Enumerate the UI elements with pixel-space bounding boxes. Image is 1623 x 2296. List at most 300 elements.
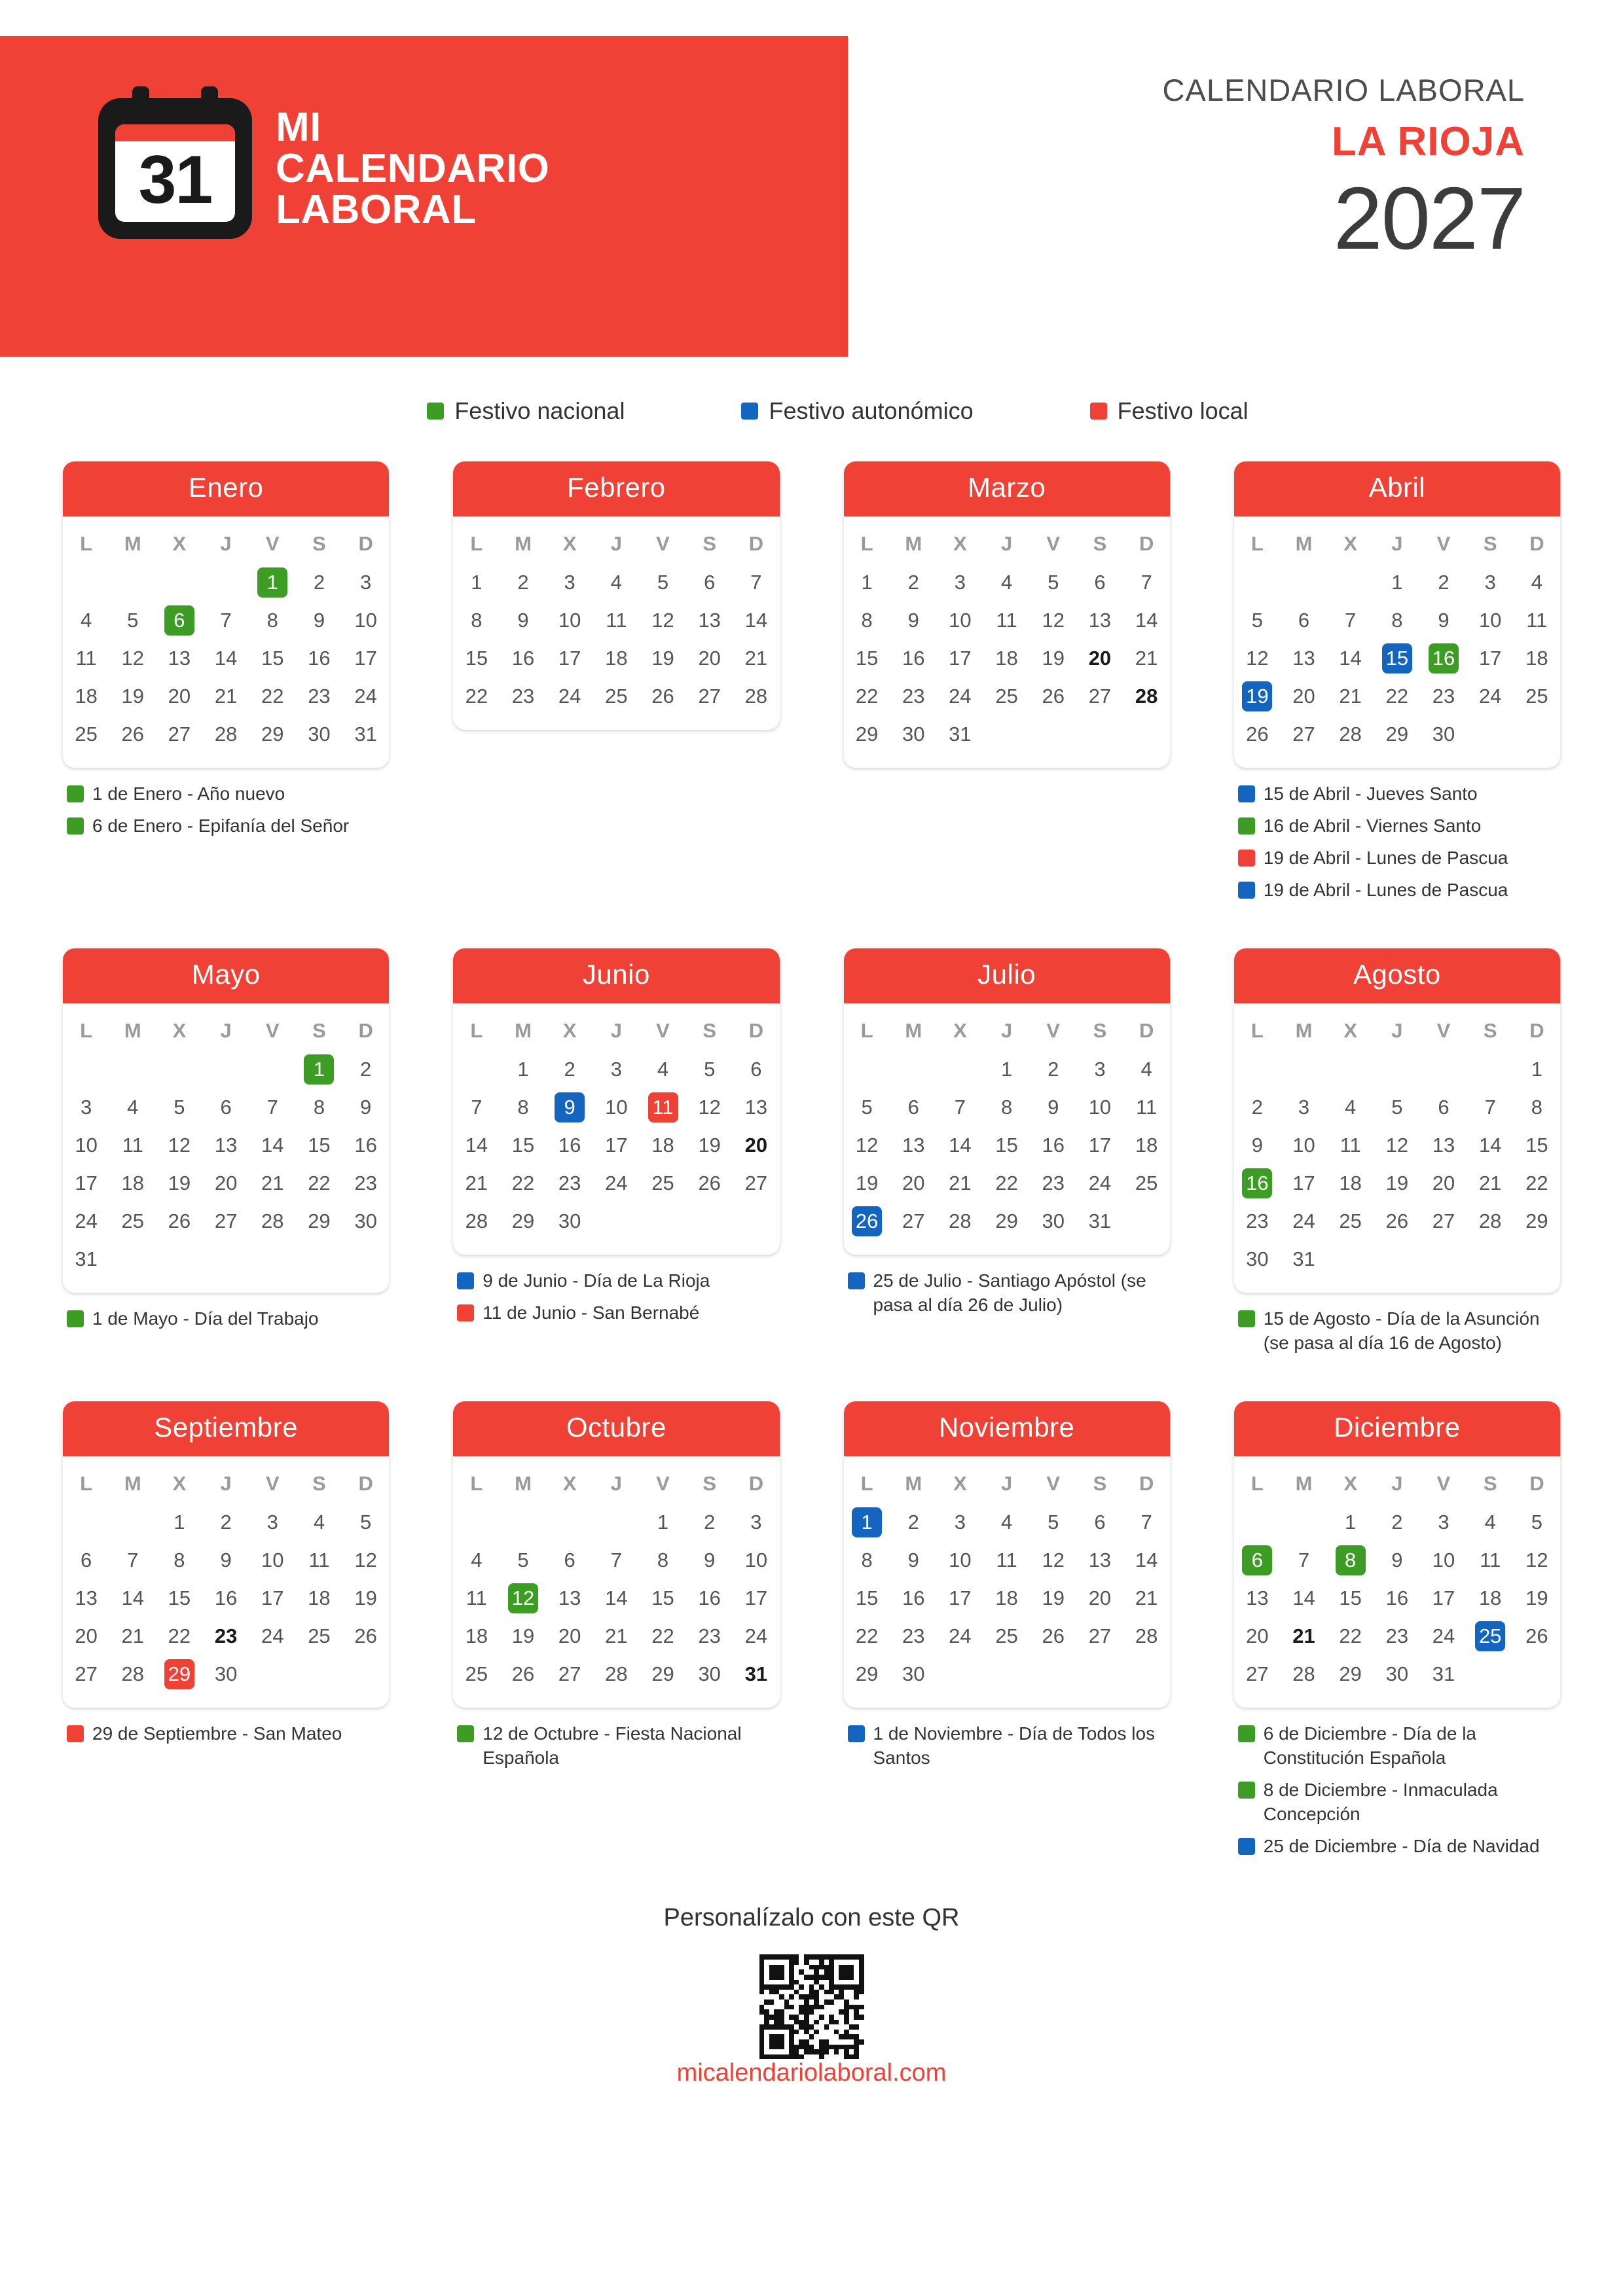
day-number: 6 xyxy=(907,1095,919,1119)
qr-module xyxy=(809,1980,814,1985)
qr-module xyxy=(769,2005,775,2010)
day-number: 1 xyxy=(1531,1057,1543,1081)
weekday-header: M xyxy=(515,1018,532,1042)
month-title: Febrero xyxy=(453,461,779,516)
day-number: 23 xyxy=(558,1171,581,1194)
month-notes xyxy=(844,1269,1170,1318)
month-diciembre xyxy=(1234,1401,1560,1867)
day-number: 29 xyxy=(261,723,284,745)
qr-module xyxy=(789,2030,794,2035)
day-number: 23 xyxy=(354,1171,377,1194)
day-cell xyxy=(1467,677,1514,715)
day-cell xyxy=(1030,677,1076,715)
week-row xyxy=(453,639,779,677)
day-number: 26 xyxy=(1525,1624,1548,1647)
day-cell xyxy=(203,1579,249,1617)
month-card xyxy=(453,461,779,730)
qr-module xyxy=(774,2045,779,2050)
day-cell xyxy=(1467,1541,1514,1579)
day-number: 21 xyxy=(605,1624,628,1647)
day-number: 9 xyxy=(220,1548,232,1571)
day-cell xyxy=(844,1126,890,1164)
day-number: 13 xyxy=(1292,647,1315,670)
legend-item-aut xyxy=(741,397,973,425)
day-number: 13 xyxy=(1246,1586,1269,1609)
day-cell xyxy=(937,1579,983,1617)
week-row xyxy=(63,677,389,715)
qr-module xyxy=(764,2015,769,2020)
qr-module xyxy=(764,1960,769,1965)
qr-module xyxy=(769,2049,775,2054)
day-cell xyxy=(342,1126,389,1164)
qr-module xyxy=(779,2039,784,2045)
day-number: 9 xyxy=(704,1548,716,1571)
weekday-header: D xyxy=(748,1018,764,1042)
empty-day-cell xyxy=(63,1503,109,1541)
week-row xyxy=(1234,1240,1560,1278)
day-cell xyxy=(1420,1088,1467,1126)
qr-module xyxy=(829,2054,834,2060)
empty-day-cell xyxy=(593,1202,640,1240)
qr-module xyxy=(809,2020,814,2025)
day-number: 10 xyxy=(744,1548,768,1571)
day-cell xyxy=(983,564,1030,601)
day-cell xyxy=(1030,1050,1076,1088)
day-cell xyxy=(1420,1202,1467,1240)
day-cell xyxy=(844,677,890,715)
day-number: 11 xyxy=(1136,1095,1158,1119)
day-cell xyxy=(63,1579,109,1617)
day-cell xyxy=(937,564,983,601)
day-number: 2 xyxy=(704,1510,716,1534)
qr-module xyxy=(839,2024,844,2030)
qr-module xyxy=(829,2000,834,2005)
day-cell xyxy=(686,1050,733,1088)
month-title: Octubre xyxy=(453,1401,779,1456)
day-cell xyxy=(1327,1541,1374,1579)
month-card xyxy=(453,948,779,1255)
legend-label: Festivo autonómico xyxy=(769,397,974,424)
brand-line-1: MI xyxy=(276,104,321,150)
day-number: 5 xyxy=(1048,1510,1059,1534)
weekday-header: M xyxy=(515,1471,532,1495)
qr-module xyxy=(769,1965,775,1970)
note-swatch-icon xyxy=(848,1725,865,1742)
week-row xyxy=(844,1541,1170,1579)
day-number: 29 xyxy=(1525,1209,1548,1232)
qr-module xyxy=(829,2015,834,2020)
day-number: 26 xyxy=(1042,1624,1065,1647)
day-cell xyxy=(203,715,249,753)
empty-day-cell xyxy=(296,1655,342,1693)
day-number: 26 xyxy=(1385,1209,1409,1232)
day-number: 5 xyxy=(1391,1095,1403,1119)
qr-module xyxy=(784,2015,790,2020)
qr-module xyxy=(799,2024,804,2030)
day-number: 3 xyxy=(1298,1095,1310,1119)
week-row xyxy=(844,1050,1170,1088)
qr-module xyxy=(844,2005,849,2010)
day-cell xyxy=(890,677,937,715)
qr-module xyxy=(854,1994,859,2000)
note-swatch-icon xyxy=(1238,1782,1255,1799)
day-cell xyxy=(844,1655,890,1693)
day-cell xyxy=(453,1541,500,1579)
page-header xyxy=(0,0,1623,357)
day-number: 16 xyxy=(1042,1133,1065,1157)
day-number: 25 xyxy=(1339,1209,1362,1232)
day-number: 21 xyxy=(1292,1624,1315,1647)
qr-module xyxy=(794,2045,799,2050)
day-number: 5 xyxy=(704,1057,716,1081)
day-cell xyxy=(890,1617,937,1655)
day-cell xyxy=(109,601,156,639)
month-card xyxy=(844,1401,1170,1708)
weekday-header-row xyxy=(63,1465,389,1503)
day-cell xyxy=(1374,1541,1420,1579)
day-number: 23 xyxy=(1385,1624,1409,1647)
day-cell xyxy=(1281,1164,1327,1202)
day-cell xyxy=(296,639,342,677)
week-row xyxy=(1234,715,1560,753)
qr-module xyxy=(819,2039,824,2045)
qr-module xyxy=(834,1960,839,1965)
week-row xyxy=(1234,1126,1560,1164)
note-swatch-icon xyxy=(67,1725,84,1742)
day-number: 12 xyxy=(1525,1548,1548,1571)
weekday-header: S xyxy=(1093,532,1107,555)
day-cell xyxy=(500,564,546,601)
qr-module xyxy=(819,1994,824,2000)
qr-module xyxy=(824,1990,830,1995)
qr-module xyxy=(829,1969,834,1975)
day-cell xyxy=(593,1541,640,1579)
day-cell xyxy=(686,1541,733,1579)
day-cell xyxy=(296,1503,342,1541)
weekday-header: M xyxy=(124,1471,141,1495)
day-cell xyxy=(1234,1088,1281,1126)
day-number: 11 xyxy=(122,1133,143,1157)
day-cell xyxy=(109,1088,156,1126)
day-number: 21 xyxy=(1135,1586,1158,1609)
qr-module xyxy=(774,2015,779,2020)
week-row xyxy=(453,1503,779,1541)
website-link[interactable]: micalendariolaboral.com xyxy=(676,2059,947,2087)
day-cell xyxy=(890,601,937,639)
qr-module xyxy=(814,1969,819,1975)
day-number: 2 xyxy=(1048,1057,1059,1081)
qr-module xyxy=(844,2009,849,2015)
qr-module xyxy=(859,2049,864,2054)
holiday-note xyxy=(457,1301,779,1325)
empty-day-cell xyxy=(1327,1050,1374,1088)
qr-module xyxy=(784,1984,790,1990)
qr-module xyxy=(859,2020,864,2025)
qr-module xyxy=(799,2030,804,2035)
day-cell xyxy=(640,1164,686,1202)
day-cell xyxy=(640,1126,686,1164)
qr-module xyxy=(804,2005,809,2010)
day-cell xyxy=(1514,1541,1560,1579)
day-cell xyxy=(640,1655,686,1693)
qr-module xyxy=(844,1965,849,1970)
qr-module xyxy=(814,2005,819,2010)
weekday-header: M xyxy=(515,532,532,555)
qr-module xyxy=(759,2000,765,2005)
weekday-header: L xyxy=(860,1471,873,1495)
qr-module xyxy=(779,2045,784,2050)
week-row xyxy=(63,1202,389,1240)
day-number: 15 xyxy=(261,647,284,670)
day-number: 14 xyxy=(465,1133,488,1157)
qr-module xyxy=(814,2049,819,2054)
empty-day-cell xyxy=(937,1655,983,1693)
day-number: 20 xyxy=(214,1171,238,1194)
day-cell xyxy=(249,1088,296,1126)
page-footer xyxy=(0,1904,1623,2087)
day-cell xyxy=(156,1088,202,1126)
qr-module xyxy=(809,2024,814,2030)
qr-module xyxy=(774,1954,779,1960)
day-cell xyxy=(1374,601,1420,639)
legend-label: Festivo local xyxy=(1117,397,1249,424)
weekday-header-row xyxy=(1234,1013,1560,1050)
day-number: 28 xyxy=(121,1662,144,1685)
qr-module xyxy=(814,2054,819,2060)
day-number: 5 xyxy=(657,571,669,594)
header-title-block xyxy=(1163,72,1525,269)
day-cell xyxy=(686,1088,733,1126)
day-number: 8 xyxy=(657,1548,669,1571)
qr-code[interactable] xyxy=(759,1954,864,2059)
day-number: 7 xyxy=(220,609,232,632)
day-number: 27 xyxy=(902,1209,925,1232)
empty-day-cell xyxy=(547,1503,593,1541)
day-cell xyxy=(296,564,342,601)
day-number: 14 xyxy=(1478,1133,1502,1157)
day-number: 27 xyxy=(1432,1209,1455,1232)
day-number: 30 xyxy=(902,723,925,745)
day-cell xyxy=(1327,1164,1374,1202)
day-number: 20 xyxy=(744,1133,768,1157)
day-number: 6 xyxy=(1438,1095,1450,1119)
empty-day-cell xyxy=(500,1503,546,1541)
day-number: 26 xyxy=(168,1209,191,1232)
qr-module xyxy=(769,1984,775,1990)
day-number: 14 xyxy=(949,1133,972,1157)
qr-module xyxy=(819,1954,824,1960)
day-number: 30 xyxy=(308,723,331,745)
qr-module xyxy=(819,1975,824,1980)
qr-module xyxy=(769,1994,775,2000)
qr-module xyxy=(839,2005,844,2010)
day-number: 19 xyxy=(1525,1586,1548,1609)
qr-module xyxy=(784,2034,790,2039)
qr-module xyxy=(759,2009,765,2015)
weekday-header: S xyxy=(1093,1471,1107,1495)
qr-module xyxy=(784,2000,790,2005)
weekday-header-row xyxy=(1234,526,1560,564)
day-number: 7 xyxy=(1484,1095,1496,1119)
qr-module xyxy=(769,2045,775,2050)
qr-module xyxy=(814,2009,819,2015)
day-cell xyxy=(844,639,890,677)
qr-module xyxy=(794,1984,799,1990)
empty-day-cell xyxy=(63,1050,109,1088)
day-cell xyxy=(500,1655,546,1693)
day-cell xyxy=(1420,715,1467,753)
qr-module xyxy=(839,2000,844,2005)
day-number: 4 xyxy=(1000,1510,1013,1534)
day-cell xyxy=(1281,715,1327,753)
qr-module xyxy=(794,2049,799,2054)
day-number: 21 xyxy=(121,1624,144,1647)
day-cell xyxy=(1327,601,1374,639)
day-number: 15 xyxy=(1339,1586,1362,1609)
day-cell xyxy=(1234,1240,1281,1278)
weekday-header: S xyxy=(1093,1018,1107,1042)
legend xyxy=(0,397,1623,425)
day-number: 27 xyxy=(744,1171,768,1194)
day-cell xyxy=(296,1617,342,1655)
day-number: 19 xyxy=(1385,1171,1409,1194)
day-cell xyxy=(203,1088,249,1126)
day-number: 16 xyxy=(354,1133,377,1157)
day-cell xyxy=(156,1503,202,1541)
day-cell xyxy=(890,715,937,753)
qr-module xyxy=(859,1960,864,1965)
week-row xyxy=(1234,639,1560,677)
day-cell xyxy=(1076,1503,1123,1541)
day-number: 4 xyxy=(1531,571,1543,594)
day-number: 25 xyxy=(465,1662,488,1685)
day-cell xyxy=(1234,1655,1281,1693)
qr-module xyxy=(829,1960,834,1965)
qr-module xyxy=(854,1990,859,1995)
day-cell xyxy=(983,639,1030,677)
day-number: 3 xyxy=(610,1057,622,1081)
day-cell xyxy=(547,601,593,639)
day-number: 2 xyxy=(1391,1510,1403,1534)
day-cell xyxy=(156,1617,202,1655)
day-number: 7 xyxy=(610,1548,622,1571)
day-cell xyxy=(156,1579,202,1617)
day-cell xyxy=(453,1655,500,1693)
day-number: 13 xyxy=(1088,1548,1112,1571)
day-cell xyxy=(983,1126,1030,1164)
day-cell xyxy=(1076,601,1123,639)
day-number: 18 xyxy=(1525,647,1548,670)
day-cell xyxy=(1234,639,1281,677)
weekday-header: D xyxy=(358,1018,373,1042)
qr-module xyxy=(844,2054,849,2060)
day-number: 8 xyxy=(1531,1095,1543,1119)
holiday-note xyxy=(1238,1307,1560,1355)
day-cell xyxy=(1420,564,1467,601)
qr-module xyxy=(839,1990,844,1995)
day-number: 3 xyxy=(80,1095,92,1119)
qr-module xyxy=(839,2054,844,2060)
qr-module xyxy=(764,2045,769,2050)
qr-module xyxy=(779,1980,784,1985)
empty-day-cell xyxy=(686,1202,733,1240)
qr-module xyxy=(859,1969,864,1975)
month-card xyxy=(453,1401,779,1708)
day-number: 2 xyxy=(1438,571,1450,594)
day-cell xyxy=(1467,1164,1514,1202)
day-number: 6 xyxy=(704,571,716,594)
qr-module xyxy=(799,2039,804,2045)
month-mayo xyxy=(63,948,389,1363)
note-swatch-icon xyxy=(1238,1838,1255,1855)
day-number: 12 xyxy=(1042,609,1065,632)
day-number: 5 xyxy=(173,1095,185,1119)
note-swatch-icon xyxy=(1238,1310,1255,1327)
month-enero xyxy=(63,461,389,910)
day-number: 18 xyxy=(75,685,98,708)
week-row xyxy=(1234,601,1560,639)
day-number: 18 xyxy=(995,1586,1018,1609)
day-cell xyxy=(342,1541,389,1579)
qr-module xyxy=(789,2020,794,2025)
qr-module xyxy=(819,2009,824,2015)
day-cell xyxy=(296,1202,342,1240)
note-text: 6 de Enero - Epifanía del Señor xyxy=(92,815,350,836)
day-cell xyxy=(63,1126,109,1164)
qr-module xyxy=(779,2024,784,2030)
qr-module xyxy=(839,2020,844,2025)
weekday-header: D xyxy=(1529,532,1544,555)
qr-module xyxy=(759,2049,765,2054)
month-table xyxy=(453,1465,779,1693)
week-row xyxy=(63,1503,389,1541)
weekday-header: V xyxy=(656,1471,670,1495)
day-number: 24 xyxy=(1432,1624,1455,1647)
qr-module xyxy=(829,1990,834,1995)
qr-label: Personalízalo con este QR xyxy=(663,1904,960,1932)
month-table xyxy=(1234,1465,1560,1693)
qr-module xyxy=(819,1984,824,1990)
day-number: 30 xyxy=(902,1662,925,1685)
day-cell xyxy=(1123,1164,1170,1202)
empty-day-cell xyxy=(156,1240,202,1278)
qr-module xyxy=(804,2015,809,2020)
day-number: 17 xyxy=(1478,647,1502,670)
day-cell xyxy=(1514,1126,1560,1164)
qr-module xyxy=(819,2045,824,2050)
day-number: 21 xyxy=(261,1171,284,1194)
day-cell xyxy=(890,1579,937,1617)
day-number: 31 xyxy=(75,1247,98,1270)
day-number: 3 xyxy=(1438,1510,1450,1534)
week-row xyxy=(844,639,1170,677)
day-number: 5 xyxy=(1251,609,1263,632)
day-cell xyxy=(890,564,937,601)
month-card xyxy=(1234,948,1560,1293)
day-number: 23 xyxy=(902,1624,925,1647)
day-cell xyxy=(1514,1050,1560,1088)
day-number: 27 xyxy=(75,1662,98,1685)
day-number: 8 xyxy=(517,1095,529,1119)
qr-module xyxy=(779,2009,784,2015)
day-number: 10 xyxy=(354,609,377,632)
day-number: 4 xyxy=(80,609,92,632)
day-cell xyxy=(937,601,983,639)
day-cell xyxy=(1281,1617,1327,1655)
day-cell xyxy=(342,1617,389,1655)
day-cell xyxy=(1514,639,1560,677)
weekday-header: S xyxy=(1483,532,1497,555)
